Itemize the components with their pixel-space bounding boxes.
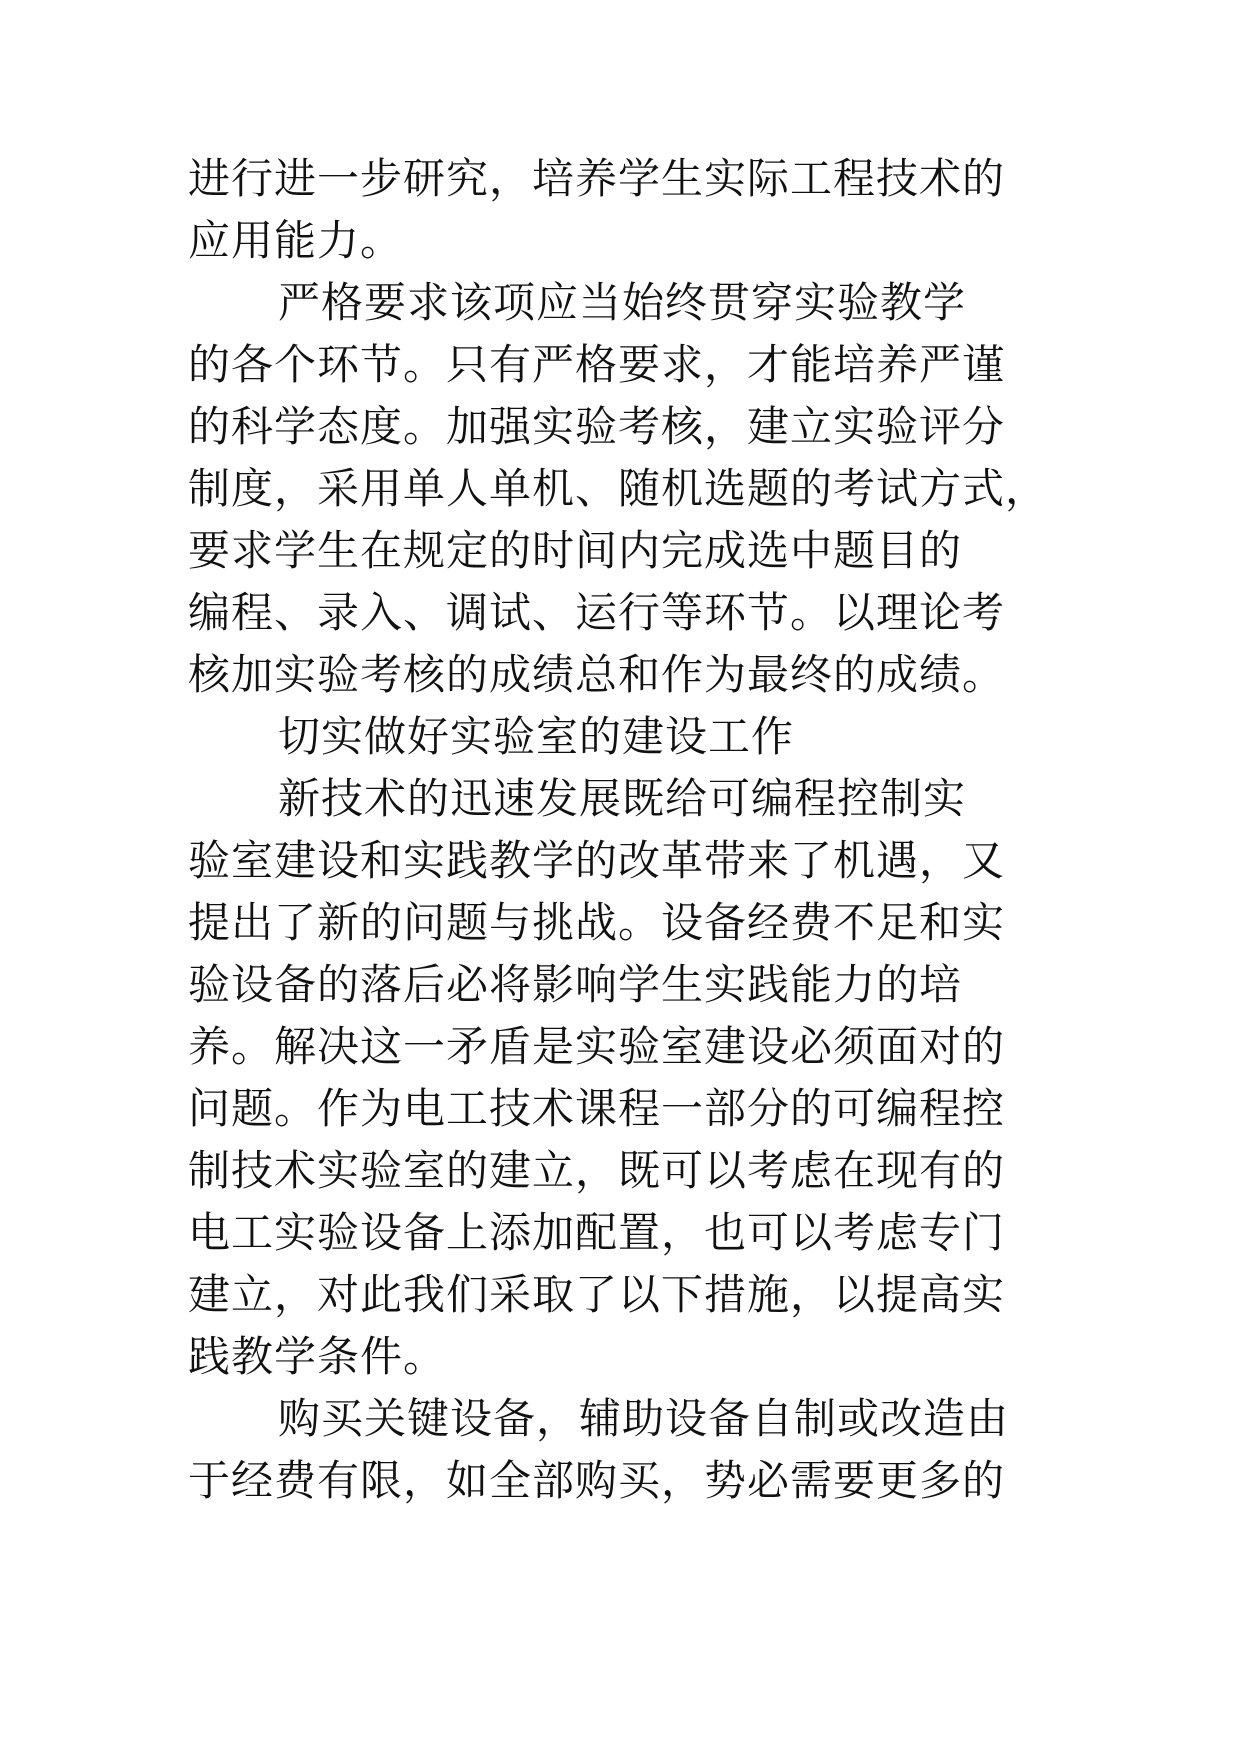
text-line: 要求学生在规定的时间内完成选中题目的 <box>188 526 963 575</box>
text-line: 电工实验设备上添加配置，也可以考虑专门 <box>188 1208 1006 1257</box>
text-line: 购买关键设备，辅助设备自制或改造由 <box>278 1394 1010 1443</box>
text-line: 养。解决这一矛盾是实验室建设必须面对的 <box>188 1022 1006 1071</box>
text-line: 应用能力。 <box>188 216 404 265</box>
text-line: 新技术的迅速发展既给可编程控制实 <box>278 774 967 823</box>
document-body <box>188 148 1068 1512</box>
text-line: 验室建设和实践教学的改革带来了机遇，又 <box>188 836 1006 885</box>
text-line: 验设备的落后必将影响学生实践能力的培 <box>188 960 963 1009</box>
text-line: 进行进一步研究，培养学生实际工程技术的 <box>188 154 1006 203</box>
section-heading: 切实做好实验室的建设工作 <box>278 712 795 761</box>
text-line: 问题。作为电工技术课程一部分的可编程控 <box>188 1084 1006 1133</box>
text-line: 于经费有限，如全部购买，势必需要更多的 <box>188 1456 1006 1505</box>
text-line: 编程、录入、调试、运行等环节。以理论考 <box>188 588 1006 637</box>
text-line: 的各个环节。只有严格要求，才能培养严谨 <box>188 340 1006 389</box>
text-line: 提出了新的问题与挑战。设备经费不足和实 <box>188 898 1006 947</box>
text-line: 制技术实验室的建立，既可以考虑在现有的 <box>188 1146 1006 1195</box>
text-line: 严格要求该项应当始终贯穿实验教学 <box>278 278 967 327</box>
text-line: 核加实验考核的成绩总和作为最终的成绩。 <box>188 650 1006 699</box>
text-line: 践教学条件。 <box>188 1332 447 1381</box>
text-line: 的科学态度。加强实验考核，建立实验评分 <box>188 402 1006 451</box>
text-line: 制度，采用单人单机、随机选题的考试方式， <box>188 464 1049 513</box>
text-line: 建立，对此我们采取了以下措施，以提高实 <box>188 1270 1006 1319</box>
